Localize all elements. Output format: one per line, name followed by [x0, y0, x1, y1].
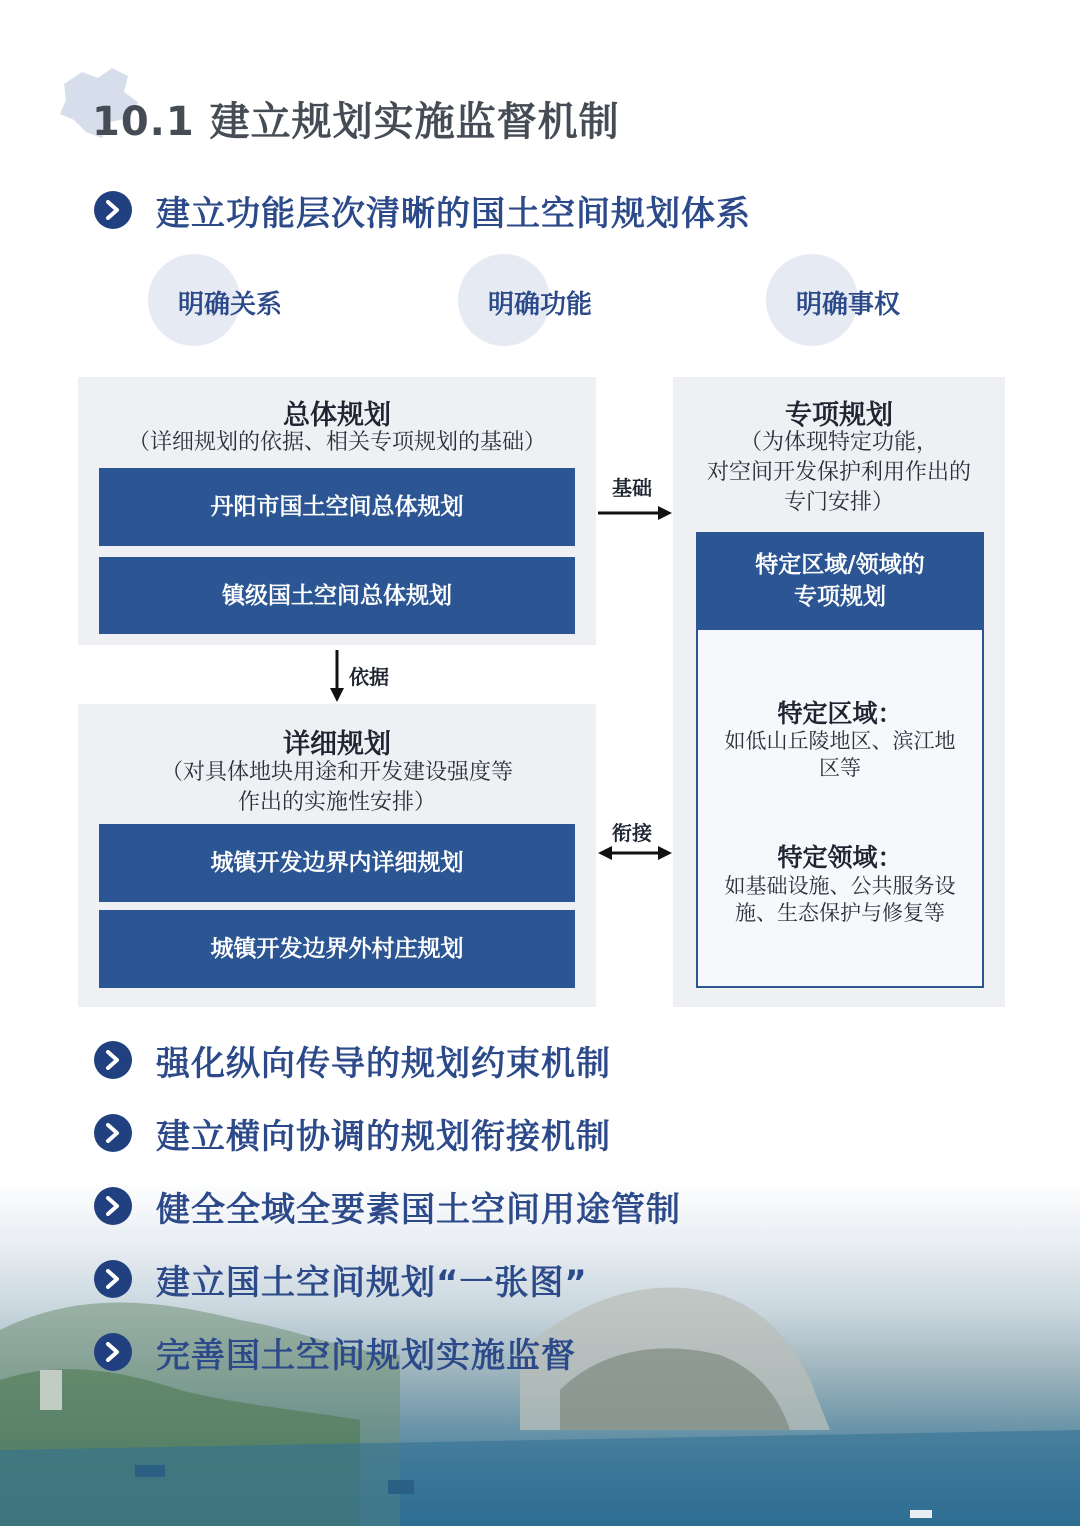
- section-heading-row: [94, 188, 751, 232]
- chevron-right-icon: [94, 1260, 132, 1298]
- bullet-row: [94, 1111, 611, 1155]
- special-plan-subtitle-line2: 对空间开发保护利用作出的: [706, 460, 971, 485]
- special-plan-subtitle-line1: （为体现特定功能，: [739, 430, 938, 455]
- special-plan-detail-box: [696, 532, 984, 988]
- special-area-line1: 如低山丘陵地区、滨江地: [724, 729, 956, 753]
- arrow-label-connect: 衔接: [612, 821, 652, 845]
- bullet-row: [94, 1330, 576, 1374]
- detailed-plan-subtitle-line1: （对具体地块用途和开发建设强度等: [160, 760, 513, 785]
- bullet-text: 建立横向协调的规划衔接机制: [156, 1116, 611, 1157]
- detailed-plan-title: 详细规划: [283, 729, 391, 760]
- arrow-label-basis: 基础: [612, 476, 652, 500]
- bullet-text: 完善国土空间规划实施监督: [156, 1335, 576, 1376]
- plan-item-box: 丹阳市国土空间总体规划: [99, 468, 575, 546]
- chevron-right-icon: [94, 1114, 132, 1152]
- chevron-right-icon: [94, 1187, 132, 1225]
- plan-item-box: 城镇开发边界内详细规划: [99, 824, 575, 902]
- chevron-right-icon: [94, 1333, 132, 1371]
- page-title: 10.1 建立规划实施监督机制: [92, 99, 620, 145]
- special-plan-box-line1: 特定区域/领域的: [755, 552, 925, 578]
- overall-plan-subtitle: （详细规划的依据、相关专项规划的基础）: [127, 430, 546, 455]
- pill-label: 明确关系: [178, 290, 283, 320]
- detailed-plan-panel: [78, 704, 596, 1007]
- pill-clarify-powers: [766, 254, 926, 346]
- section-heading: 建立功能层次清晰的国土空间规划体系: [156, 193, 751, 234]
- bullet-text: 建立国土空间规划“一张图”: [156, 1262, 588, 1303]
- overall-plan-panel: [78, 377, 596, 645]
- special-plan-header-box: [696, 532, 984, 630]
- special-area-title: 特定区域：: [777, 699, 903, 728]
- bullet-row: [94, 1038, 611, 1082]
- bullet-row: [94, 1257, 588, 1301]
- double-arrow-icon: [596, 843, 674, 863]
- chevron-right-icon: [94, 191, 132, 229]
- plan-item-box: 城镇开发边界外村庄规划: [99, 910, 575, 988]
- arrow-label-according: 依据: [349, 665, 389, 689]
- special-field-line1: 如基础设施、公共服务设: [724, 874, 956, 898]
- plan-item-box: 镇级国土空间总体规划: [99, 557, 575, 634]
- pill-clarify-relations: [148, 254, 308, 346]
- bullet-text: 健全全域全要素国土空间用途管制: [156, 1189, 681, 1230]
- detailed-plan-subtitle-line2: 作出的实施性安排）: [237, 790, 436, 815]
- special-field-title: 特定领域：: [777, 843, 903, 872]
- bullet-row: [94, 1184, 681, 1228]
- special-plan-panel: [673, 377, 1005, 1007]
- special-field-line2: 施、生态保护与修复等: [735, 901, 945, 925]
- special-plan-subtitle-line3: 专门安排）: [783, 490, 894, 515]
- chevron-right-icon: [94, 1041, 132, 1079]
- pill-clarify-functions: [458, 254, 618, 346]
- pill-label: 明确事权: [796, 290, 901, 320]
- special-plan-title: 专项规划: [785, 400, 893, 431]
- pill-label: 明确功能: [488, 290, 593, 320]
- bullet-text: 强化纵向传导的规划约束机制: [156, 1043, 611, 1084]
- overall-plan-title: 总体规划: [283, 400, 391, 431]
- arrow-down-icon: [327, 648, 347, 704]
- special-plan-box-line2: 专项规划: [794, 584, 886, 610]
- special-area-line2: 区等: [819, 756, 861, 780]
- arrow-right-icon: [596, 504, 674, 522]
